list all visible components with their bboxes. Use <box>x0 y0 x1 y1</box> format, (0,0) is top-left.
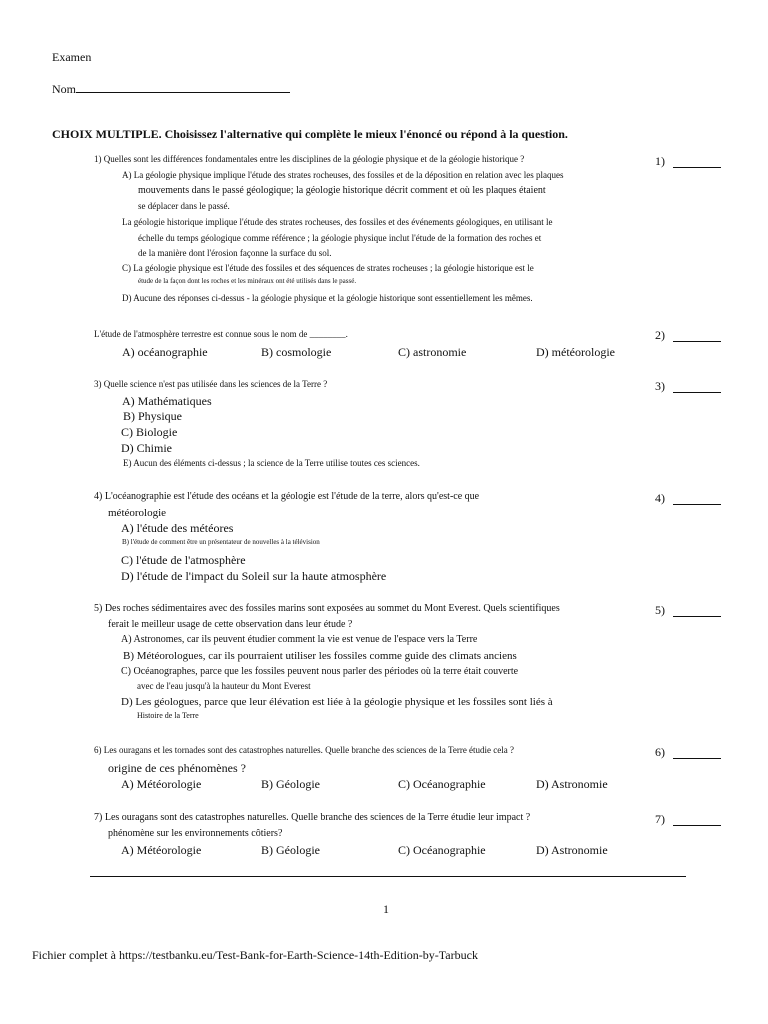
option-d: D) Astronomie <box>536 843 608 857</box>
question-text: 5) Des roches sédimentaires avec des fossiles marins sont exposées au sommet du Mont Everest. Quels scientifiques <box>94 603 560 614</box>
answer-number: 7) <box>655 812 665 826</box>
question-text: 3) Quelle science n'est pas utilisée dans les sciences de la Terre ? <box>94 379 328 389</box>
answer-blank <box>673 825 721 826</box>
answer-blank <box>673 392 721 393</box>
option-b: B) Géologie <box>261 843 320 857</box>
option-a: A) l'étude des météores <box>121 521 234 535</box>
option-b: B) l'étude de comment être un présentateur de nouvelles à la télévision <box>122 538 320 546</box>
option-c: C) La géologie physique est l'étude des fossiles et des séquences de strates rocheuses ; la géologie historique est le <box>122 263 534 273</box>
answer-blank <box>673 504 721 505</box>
question-text: 6) Les ouragans et les tornades sont des catastrophes naturelles. Quelle branche des sciences de la Terre étudie cela ? <box>94 745 515 755</box>
source-line: Fichier complet à https://testbanku.eu/Test-Bank-for-Earth-Science-14th-Edition-by-Tarbuck <box>32 948 478 962</box>
answer-number: 2) <box>655 328 665 342</box>
option-c: C) astronomie <box>398 345 467 359</box>
option-a: A) océanographie <box>122 345 208 359</box>
option-c: C) Océanographes, parce que les fossiles peuvent nous parler des périodes où la terre était couverte <box>121 666 519 677</box>
option-b: B) Météorologues, car ils pourraient utiliser les fossiles comme guide des climats anciens <box>123 650 517 662</box>
answer-blank <box>673 167 721 168</box>
option-b: échelle du temps géologique comme référence ; la géologie physique inclut l'étude de la formation des roches et <box>138 233 542 243</box>
question-text: 7) Les ouragans sont des catastrophes naturelles. Quelle branche des sciences de la Terre étudie leur impact ? <box>94 812 531 823</box>
option-c: avec de l'eau jusqu'à la hauteur du Mont Everest <box>137 681 311 691</box>
option-d: Histoire de la Terre <box>137 711 199 720</box>
answer-number: 4) <box>655 491 665 505</box>
instructions: CHOIX MULTIPLE. Choisissez l'alternative qui complète le mieux l'énoncé ou répond à la question. <box>52 127 568 141</box>
option-c: C) Océanographie <box>398 843 486 857</box>
answer-number: 1) <box>655 154 665 168</box>
option-c: C) Biologie <box>121 425 178 439</box>
option-d: D) l'étude de l'impact du Soleil sur la haute atmosphère <box>121 569 387 583</box>
question-text: L'étude de l'atmosphère terrestre est connue sous le nom de ________. <box>94 329 348 339</box>
answer-blank <box>673 616 721 617</box>
footer-divider <box>90 876 686 877</box>
option-a: A) Mathématiques <box>122 394 212 408</box>
option-d: D) météorologie <box>536 345 615 359</box>
name-field <box>52 82 290 97</box>
option-a: A) Météorologie <box>121 777 202 791</box>
question-text: origine de ces phénomènes ? <box>108 761 246 775</box>
option-b: B) cosmologie <box>261 345 332 359</box>
option-d: D) Aucune des réponses ci-dessus - la géologie physique et la géologie historique sont essentiellement les mêmes. <box>122 293 533 303</box>
option-b: de la manière dont l'érosion façonne la surface du sol. <box>138 248 332 258</box>
option-c: C) l'étude de l'atmosphère <box>121 553 246 567</box>
option-e: E) Aucun des éléments ci-dessus ; la science de la Terre utilise toutes ces sciences. <box>123 458 420 468</box>
page-number: 1 <box>383 902 389 916</box>
answer-number: 5) <box>655 603 665 617</box>
name-blank <box>76 92 290 93</box>
option-d: D) Chimie <box>121 441 172 455</box>
question-text: phénomène sur les environnements côtiers? <box>108 828 283 839</box>
exam-title: Examen <box>52 50 92 64</box>
answer-number: 6) <box>655 745 665 759</box>
option-d: D) Les géologues, parce que leur élévation est liée à la géologie physique et les fossiles sont liés à <box>121 696 553 708</box>
answer-blank <box>673 758 721 759</box>
option-b: B) Géologie <box>261 777 320 791</box>
question-text: 1) Quelles sont les différences fondamentales entre les disciplines de la géologie physique et de la géologie historique ? <box>94 154 525 164</box>
answer-blank <box>673 341 721 342</box>
option-a: A) La géologie physique implique l'étude des strates rocheuses, des fossiles et de la déposition en relation avec les plaques <box>122 170 564 180</box>
option-b: B) Physique <box>123 409 183 423</box>
option-a: mouvements dans le passé géologique; la géologie historique décrit comment et où les plaques étaient <box>138 185 546 196</box>
option-b: La géologie historique implique l'étude des strates rocheuses, des fossiles et des événements géologiques, en utilisant le <box>122 217 553 227</box>
option-a: A) Astronomes, car ils peuvent étudier comment la vie est venue de l'espace vers la Terre <box>121 634 478 645</box>
option-c: C) Océanographie <box>398 777 486 791</box>
answer-number: 3) <box>655 379 665 393</box>
question-text: ferait le meilleur usage de cette observation dans leur étude ? <box>108 619 353 630</box>
name-label: Nom <box>52 82 76 96</box>
option-c: étude de la façon dont les roches et les minéraux ont été utilisés dans le passé. <box>138 277 357 285</box>
question-text: 4) L'océanographie est l'étude des océans et la géologie est l'étude de la terre, alors qu'est-ce que <box>94 491 480 502</box>
option-d: D) Astronomie <box>536 777 608 791</box>
option-a: A) Météorologie <box>121 843 202 857</box>
question-text: météorologie <box>108 507 167 519</box>
option-a: se déplacer dans le passé. <box>138 201 230 211</box>
